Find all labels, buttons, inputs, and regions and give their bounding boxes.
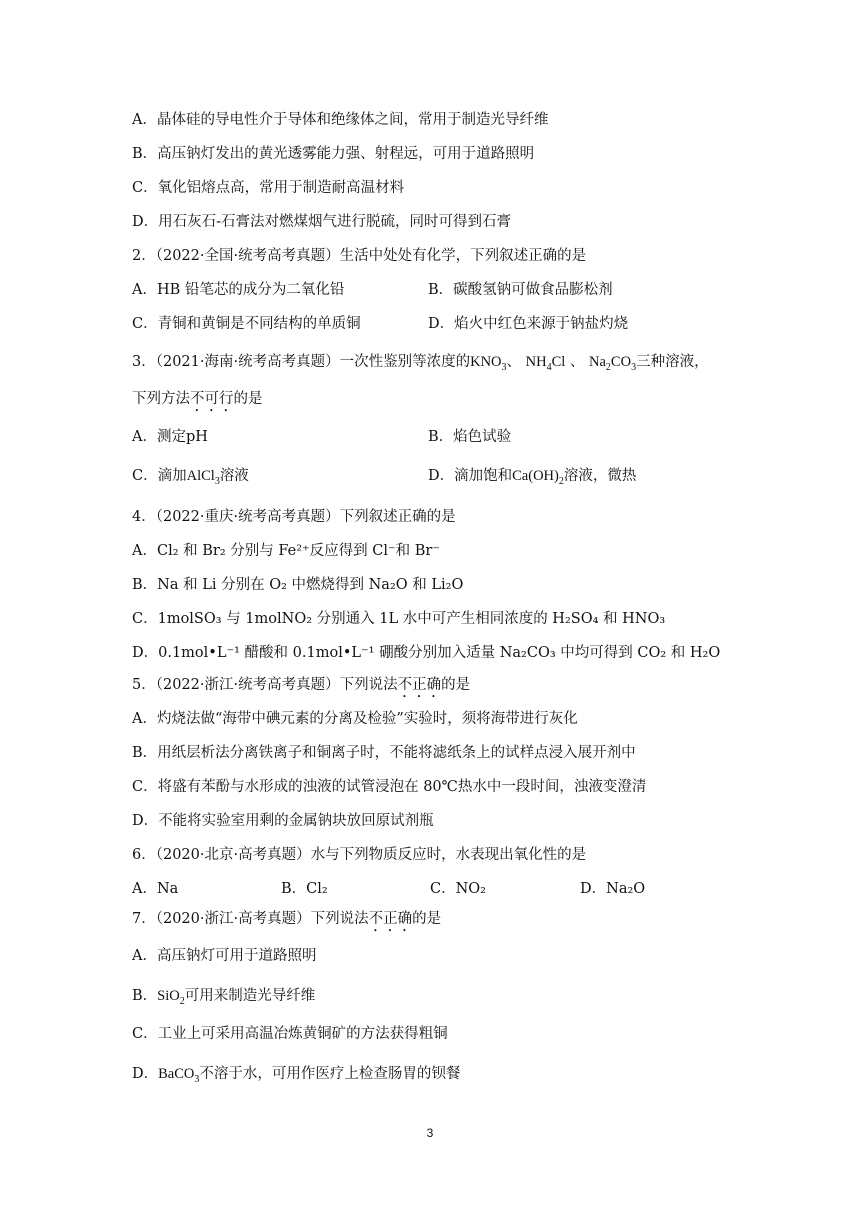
q5-option-c: C．将盛有苯酚与水形成的浊液的试管浸泡在 80℃热水中一段时间，浊液变澄清 [132, 779, 647, 795]
q7-option-c: C．工业上可采用高温冶炼黄铜矿的方法获得粗铜 [132, 1026, 448, 1042]
q6-option-d: D．Na₂O [580, 881, 646, 897]
q7-stem-text-b: 的是 [412, 911, 442, 927]
q6-option-c: C．NO₂ [430, 881, 486, 897]
q3-stem-text-b: 三种溶液， [636, 354, 709, 370]
q3-formula-caoh2: $Ca(OH)_2$ [512, 468, 564, 487]
q4-option-c: C．1molSO₃ 与 1molNO₂ 分别通入 1L 水中可产生相同浓度的 H₂SO₄ 和 HNO₃ [132, 611, 666, 627]
q7-option-d-text-b: 不溶于水，可用作医疗上检查肠胃的钡餐 [199, 1066, 461, 1082]
q5-stem-text-a: 5．（2022·浙江·统考高考真题）下列说法 [132, 677, 398, 693]
q7-option-d [132, 1064, 460, 1084]
q5-option-d: D．不能将实验室用剩的金属钠块放回原试剂瓶 [132, 813, 434, 829]
q3-stem: 3．（2021·海南·统考高考真题）一次性鉴别等浓度的$KNO_3$、 $NH_4Cl$ 、 $Na_2CO_3$三种溶液， [132, 354, 709, 373]
q2-option-d: D．焰火中红色来源于钠盐灼烧 [428, 316, 629, 332]
q7-option-b-text-a: B． [132, 988, 158, 1004]
q5-option-b: B．用纸层析法分离铁离子和铜离子时，不能将滤纸条上的试样点浸入展开剂中 [132, 745, 636, 761]
q7-stem [132, 909, 441, 935]
q7-formula-sio2: SiO$_2$ [157, 988, 185, 1007]
q7-stem-text-a: 7．（2020·浙江·高考真题）下列说法 [132, 911, 369, 927]
q2-option-b: B．碳酸氢钠可做食品膨松剂 [428, 282, 613, 298]
q4-option-d: D．0.1mol•L⁻¹ 醋酸和 0.1mol•L⁻¹ 硼酸分别加入适量 Na₂CO₃ 中均可得到 CO₂ 和 H₂O [132, 645, 721, 661]
q1-option-d: D．用石灰石-石膏法对燃煤烟气进行脱硫，同时可得到石膏 [132, 214, 512, 230]
q3-option-b: B．焰色试验 [428, 429, 512, 445]
q3-formula-kno3: $KNO_3$ [470, 354, 507, 373]
q3-option-d [428, 466, 636, 486]
q7-option-b-text-b: 可用来制造光导纤维 [184, 988, 316, 1004]
q7-option-a: A．高压钠灯可用于道路照明 [132, 948, 317, 964]
q3-formula-nh4cl: $NH_4Cl$ [525, 354, 566, 373]
q3-stem2-text-b: 的是 [233, 391, 263, 407]
q6-option-b: B．Cl₂ [281, 881, 328, 897]
q4-option-a: A．Cl₂ 和 Br₂ 分别与 Fe²⁺反应得到 Cl⁻和 Br⁻ [132, 543, 441, 559]
q4-option-b: B．Na 和 Li 分别在 O₂ 中燃烧得到 Na₂O 和 Li₂O [132, 577, 464, 593]
q3-option-d-text-a: D．滴加饱和 [428, 468, 513, 484]
q1-option-c: C．氧化铝熔点高，常用于制造耐高温材料 [132, 180, 405, 196]
q7-emphasis-text: 不正确 [368, 911, 413, 927]
q3-emphasis-text: 不可行 [190, 391, 234, 407]
q1-option-b: B．高压钠灯发出的黄光透雾能力强、射程远，可用于道路照明 [132, 146, 535, 162]
q3-option-a: A．测定pH [132, 429, 208, 445]
q5-stem-text-b: 的是 [441, 677, 471, 693]
q7-formula-baco3: BaCO$_3$ [158, 1066, 200, 1085]
q7-option-d-text-a: D． [132, 1066, 159, 1082]
q3-option-d-text-b: 溶液，微热 [563, 468, 637, 484]
q6-option-a: A．Na [132, 881, 179, 897]
q2-stem: 2．（2022·全国·统考高考真题）生活中处处有化学，下列叙述正确的是 [132, 248, 587, 264]
q5-option-a: A．灼烧法做“海带中碘元素的分离及检验”实验时，须将海带进行灰化 [132, 711, 578, 727]
page-number: 3 [426, 1126, 434, 1140]
q7-option-b [132, 986, 315, 1006]
q3-formula-na2co3: $Na_2CO_3$ [589, 354, 637, 373]
q3-stem-text-a: 3．（2021·海南·统考高考真题）一次性鉴别等浓度的 [132, 354, 471, 370]
q3-stem-line2 [132, 389, 263, 415]
q2-option-a: A．HB 铅笔芯的成分为二氧化铅 [132, 282, 345, 298]
q5-emphasis-text: 不正确 [397, 677, 442, 693]
q3-option-c-text-a: C．滴加 [132, 468, 187, 484]
q6-stem: 6．（2020·北京·高考真题）水与下列物质反应时，水表现出氧化性的是 [132, 847, 587, 863]
q3-option-c-text-b: 溶液 [219, 468, 249, 484]
q3-formula-alcl3: AlCl$_3$ [186, 468, 220, 487]
q5-stem [132, 675, 470, 701]
q2-option-c: C．青铜和黄铜是不同结构的单质铜 [132, 316, 361, 332]
q1-option-a: A．晶体硅的导电性介于导体和绝缘体之间，常用于制造光导纤维 [132, 112, 549, 128]
q3-stem2-text-a: 下列方法 [132, 391, 190, 407]
q3-option-c [132, 466, 249, 486]
q4-stem: 4．（2022·重庆·统考高考真题）下列叙述正确的是 [132, 509, 456, 525]
